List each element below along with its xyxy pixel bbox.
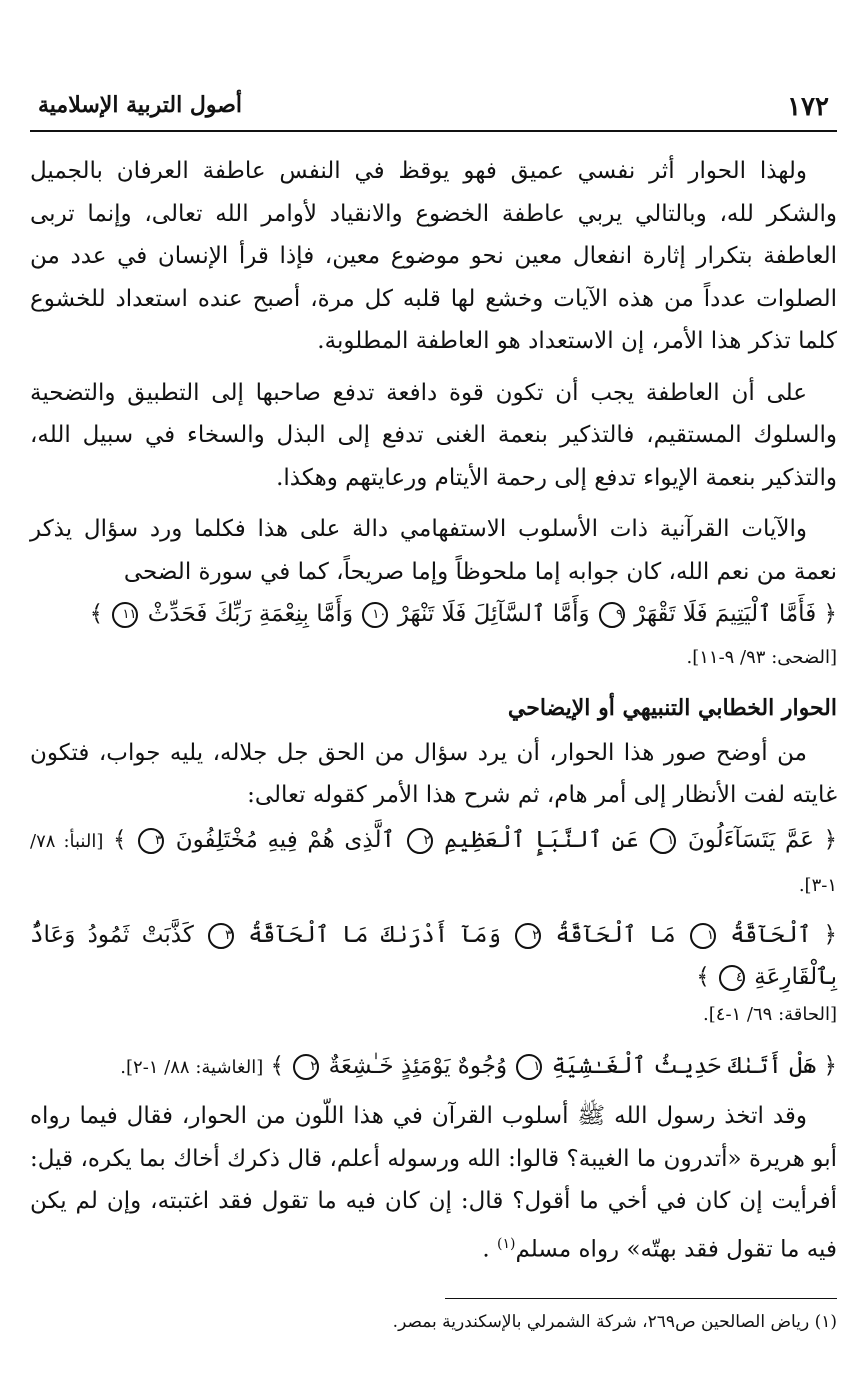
footnote-divider xyxy=(445,1298,837,1299)
verse-close-bracket: ﴾ xyxy=(270,1052,285,1079)
ayah-number-marker: ١١ xyxy=(112,602,138,628)
verse-reference-naba: [النبأ: ٧٨/ ١-٣]. xyxy=(30,830,837,896)
footnote-text: رياض الصالحين ص٢٦٩، شركة الشمرلي بالإسكندرية بمصر. xyxy=(392,1312,810,1332)
verse-duha xyxy=(30,593,837,636)
verse-text: عَنِ ٱلنَّبَإِ ٱلْعَظِيمِ xyxy=(444,826,639,853)
paragraph-4: من أوضح صور هذا الحوار، أن يرد سؤال من الحق جل جلاله، يليه جواب، فتكون غايته لفت الأنظار إلى أمر هام، ثم شرح هذا الأمر كقوله تعالى: xyxy=(30,739,837,808)
verse-open-bracket: ﴿ xyxy=(823,826,838,853)
verse-text: وَمَآ أَدْرَىٰكَ مَا ٱلْحَآقَّةُ xyxy=(248,921,501,948)
ayah-number-marker: ٣ xyxy=(208,923,234,949)
paragraph-1: ولهذا الحوار أثر نفسي عميق فهو يوقظ في النفس عاطفة العرفان بالجميل والشكر لله، وبالتالي يربي عاطفة الخضوع والانقياد لأوامر الله تعالى، وإنما تربى العاطفة بتكرار إثارة انفعال معين نحو موضوع معين، فإذا قرأ الإنسان في عدد من الصلوات عدداً من هذه الآيات وخشع لها قلبه كل مرة، أصبح عنده استعداد للخشوع كلما تذكر هذا الأمر، إن الاستعداد هو العاطفة المطلوبة. xyxy=(30,158,837,354)
verse-open-bracket: ﴿ xyxy=(823,921,837,948)
ayah-number-marker: ٢ xyxy=(293,1054,319,1080)
paragraph-5 xyxy=(30,1095,837,1271)
ayah-number-marker: ٢ xyxy=(407,828,433,854)
verse-text: ٱلَّذِى هُمْ فِيهِ مُخْتَلِفُونَ xyxy=(175,826,395,853)
ayah-number-marker: ٤ xyxy=(719,965,745,991)
page-header xyxy=(30,86,837,132)
verse-text: كَذَّبَتْ ثَمُودُ وَعَادٌۢ بِٱلْقَارِعَةِ xyxy=(30,921,837,990)
ayah-number-marker: ٢ xyxy=(515,923,541,949)
page-body xyxy=(30,150,837,1280)
verse-text: مَا ٱلْحَآقَّةُ xyxy=(555,921,676,948)
ayah-number-marker: ١ xyxy=(650,828,676,854)
page-number: ١٧٢ xyxy=(787,92,829,122)
paragraph-5-text: وقد اتخذ رسول الله ﷺ أسلوب القرآن في هذا اللّون من الحوار، فقال فيما رواه أبو هريرة «أتدرون ما الغيبة؟ قالوا: الله ورسوله أعلم، قال ذكرك أخاك بما يكره، قيل: أفرأيت إن كان في أخي ما أقول؟ قال: إن كان فيه ما تقول فقد اغتبته، وإن لم يكن فيه ما تقول فقد بهتّه» رواه مسلم xyxy=(30,1103,837,1263)
verse-close-bracket: ﴾ xyxy=(89,601,104,627)
footnote-mark: (١) xyxy=(814,1312,837,1332)
verse-close-bracket: ﴾ xyxy=(113,826,127,853)
section-heading: الحوار الخطابي التنبيهي أو الإيضاحي xyxy=(507,694,837,721)
paragraph-2: على أن العاطفة يجب أن تكون قوة دافعة تدفع صاحبها إلى التطبيق والتضحية والسلوك المستقيم، فالتذكير بنعمة الغنى تدفع إلى البذل والسخاء في سبيل الله، والتذكير بنعمة الإيواء تدفع إلى رحمة الأيتام ورعايتهم وهكذا. xyxy=(30,379,837,491)
verse-naba xyxy=(30,819,837,908)
verse-text: وَأَمَّا ٱلسَّآئِلَ فَلَا تَنْهَرْ xyxy=(397,601,590,627)
footnote-reference[interactable]: (١) xyxy=(496,1235,516,1252)
verse-reference-ghashiya: [الغاشية: ٨٨/ ١-٢]. xyxy=(120,1056,264,1078)
verse-open-bracket: ﴿ xyxy=(823,601,837,627)
verse-haqqa xyxy=(30,914,837,999)
running-head: أصول التربية الإسلامية xyxy=(38,92,243,118)
footnote xyxy=(30,1312,837,1332)
verse-text: ٱلْحَآقَّةُ xyxy=(730,921,812,948)
ayah-number-marker: ٩ xyxy=(599,602,625,628)
ayah-number-marker: ١٠ xyxy=(362,602,388,628)
verse-text: وُجُوهٌ يَوْمَئِذٍ خَـٰشِعَةٌ xyxy=(328,1052,508,1079)
ayah-number-marker: ٣ xyxy=(138,828,164,854)
paragraph-5-end: . xyxy=(482,1236,497,1263)
verse-open-bracket: ﴿ xyxy=(823,1052,837,1079)
paragraph-3: والآيات القرآنية ذات الأسلوب الاستفهامي دالة على هذا فكلما ورد سؤال يذكر نعمة من نعم الله، كان جوابه إما ملحوظاً وإما صريحاً، كما في سورة الضحى xyxy=(30,516,837,585)
verse-text: عَمَّ يَتَسَآءَلُونَ xyxy=(687,826,814,853)
verse-reference-haqqa: [الحاقة: ٦٩/ ١-٤]. xyxy=(703,1003,837,1025)
verse-text: هَلْ أَتَىٰكَ حَدِيثُ ٱلْغَـٰشِيَةِ xyxy=(551,1052,817,1079)
ayah-number-marker: ١ xyxy=(690,923,716,949)
ayah-number-marker: ١ xyxy=(516,1054,542,1080)
verse-ghashiya xyxy=(30,1045,837,1090)
verse-close-bracket: ﴾ xyxy=(696,964,710,990)
verse-text: وَأَمَّا بِنِعْمَةِ رَبِّكَ فَحَدِّثْ xyxy=(147,601,354,627)
verse-text: فَأَمَّا ٱلْيَتِيمَ فَلَا تَقْهَرْ xyxy=(634,601,817,627)
verse-reference-duha: [الضحى: ٩٣/ ٩-١١]. xyxy=(686,646,837,668)
